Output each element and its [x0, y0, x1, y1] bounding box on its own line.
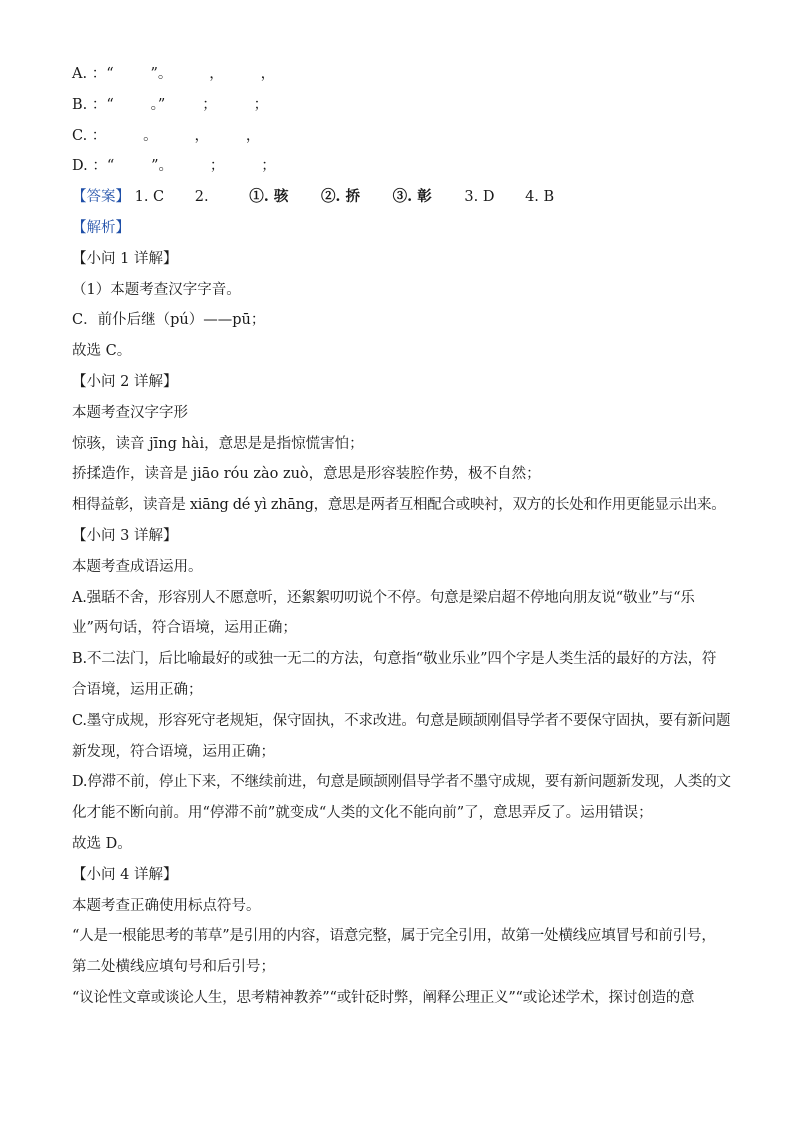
- q3-line: C.墨守成规，形容死守老规矩，保守固执，不求改进。句意是顾颉刚倡导学者不要保守固执，要有新问题: [72, 712, 731, 729]
- q3-line: 化才能不断向前。用“停滞不前”就变成“人类的文化不能向前”了，意思弄反了。运用错误；: [72, 805, 653, 822]
- q2-heading: 【小问 2 详解】: [72, 373, 178, 390]
- q2-line: 相得益彰，读音是 xiāng dé yì zhāng，意思是两者互相配合或映衬，双方的长处和作用更能显示出来。: [72, 497, 726, 514]
- answer-item-1: 1. C: [134, 189, 165, 206]
- q3-line: 合语境，运用正确；: [72, 681, 203, 698]
- q1-line: C．前仆后继（pú）——pū；: [72, 312, 266, 329]
- option-d: D. ：“ ”。 ； ；: [72, 158, 276, 175]
- option-b: B. ：“ 。” ； ；: [72, 96, 269, 113]
- q3-line: 新发现，符合语境，运用正确；: [72, 743, 275, 760]
- q4-heading: 【小问 4 详解】: [72, 866, 178, 883]
- answer-line: [72, 187, 732, 207]
- answer-item-2-1: ①. 骇: [249, 188, 289, 206]
- q3-heading: 【小问 3 详解】: [72, 527, 178, 544]
- q3-line: D.停滞不前，停止下来，不继续前进，句意是顾颉刚倡导学者不墨守成规，要有新问题新发现，人类的文: [72, 774, 731, 791]
- q1-heading: 【小问 1 详解】: [72, 250, 178, 267]
- q2-line: 挢揉造作，读音是 jiāo róu zào zuò，意思是形容装腔作势，极不自然；: [72, 466, 541, 483]
- answer-item-2-2: ②. 挢: [320, 188, 361, 206]
- q3-line: A.强聒不舍，形容別人不愿意听，还絮絮叨叨说个不停。句意是梁启超不停地向朋友说“敬业”与“乐: [72, 589, 695, 606]
- q3-line: 业”两句话，符合语境，运用正确；: [72, 620, 297, 637]
- q3-line: 故选 D。: [72, 835, 132, 852]
- q4-line: “人是一根能思考的苇草”是引用的内容，语意完整，属于完全引用，故第一处横线应填冒号和前引号，: [72, 928, 716, 945]
- answer-tag: 【答案】: [72, 189, 130, 206]
- q4-line: “议论性文章或谈论人生，思考精神教养”“或针砭时弊，阐释公理正义”“或论述学术，探讨创造的意: [72, 989, 695, 1006]
- q2-line: 惊骇，读音 jīng hài，意思是是指惊慌害怕；: [72, 435, 364, 452]
- answer-item-4: 4. B: [525, 189, 555, 206]
- option-a: A. ：“ ”。 ， ，: [72, 66, 276, 82]
- q4-line: 第二处横线应填句号和后引号；: [72, 959, 275, 976]
- q3-line: B.不二法门，后比喻最好的或独一无二的方法，句意指“敬业乐业”四个字是人类生活的最好的方法，符: [72, 651, 717, 668]
- q4-line: 本题考查正确使用标点符号。: [72, 897, 261, 914]
- q1-line: 故选 C。: [72, 343, 132, 360]
- analysis-tag: 【解析】: [72, 219, 130, 236]
- answer-item-2-3: ③. 彰: [392, 188, 432, 206]
- q1-line: （1）本题考查汉字字音。: [72, 281, 241, 298]
- q3-line: 本题考查成语运用。: [72, 558, 203, 575]
- answer-item-2: 2.: [194, 189, 209, 206]
- q2-line: 本题考查汉字字形: [72, 404, 188, 421]
- document-page: [72, 64, 732, 1019]
- answer-item-3: 3. D: [464, 189, 495, 206]
- option-c: C. ： 。 ， ，: [72, 127, 261, 144]
